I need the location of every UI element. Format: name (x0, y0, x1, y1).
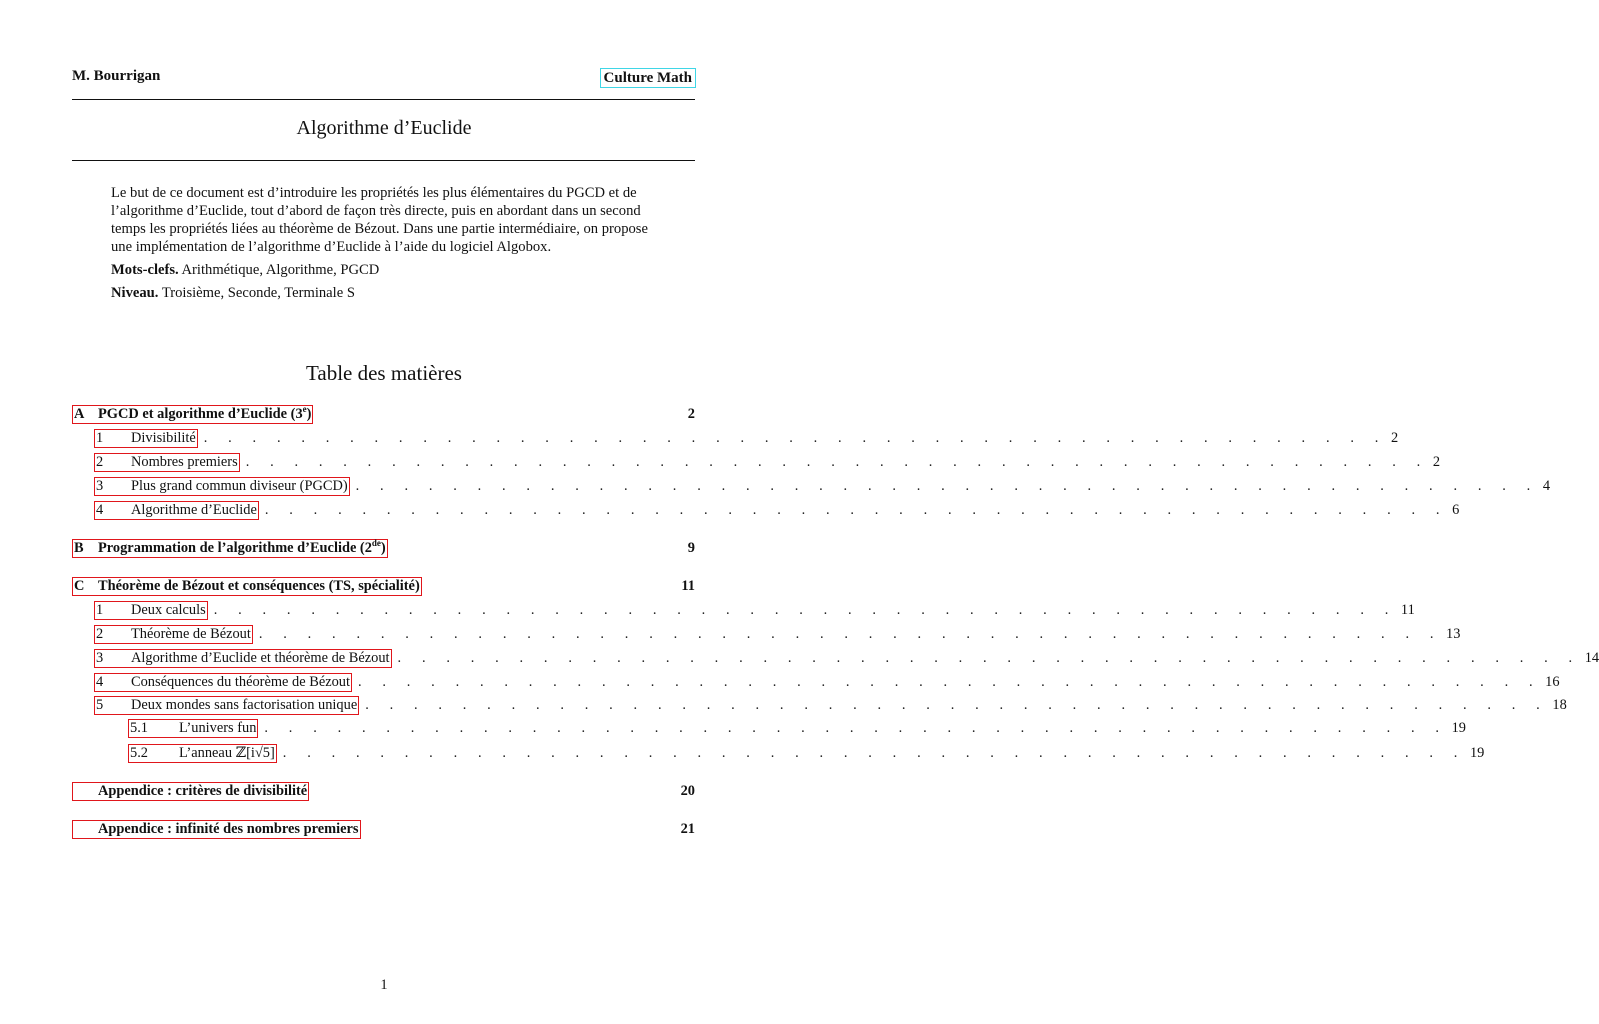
toc-section-c[interactable] (72, 576, 695, 596)
toc-label: Théorème de Bézout et conséquences (TS, spécialité) (98, 577, 420, 594)
toc-label: L’univers fun (179, 719, 257, 736)
toc-leader: . . . . . . . . . . . . . . . . . . . . . . . . . . . . . . . . . . . . . . . . . . . . . . . . . (397, 650, 1581, 666)
toc-label: PGCD et algorithme d’Euclide (3e) (98, 403, 312, 422)
toc-link[interactable] (72, 539, 388, 558)
toc-leader: . . . . . . . . . . . . . . . . . . . . . . . . . . . . . . . . . . . . . . . . . . . . . . . . . (203, 430, 1387, 446)
toc-leader: . . . . . . . . . . . . . . . . . . . . . . . . . . . . . . . . . . . . . . . . . . . . . . . . . (282, 745, 1466, 761)
toc-link[interactable] (94, 477, 350, 496)
toc-number: 2 (96, 453, 104, 470)
title-rule (72, 160, 695, 161)
toc-link[interactable] (72, 577, 422, 596)
keywords-value: Arithmétique, Algorithme, PGCD (181, 262, 380, 278)
header-author: M. Bourrigan (72, 68, 161, 84)
toc-page: 11 (681, 578, 695, 594)
toc-label: Plus grand commun diviseur (PGCD) (131, 477, 348, 494)
document-title: Algorithme d’Euclide (296, 117, 472, 139)
toc-page: 6 (1452, 502, 1460, 518)
toc-title: Table des matières (306, 361, 462, 385)
toc-page: 20 (680, 783, 695, 799)
toc-link[interactable] (72, 405, 313, 424)
level-value: Troisième, Seconde, Terminale S (161, 285, 355, 301)
toc-subsection[interactable] (72, 695, 1567, 715)
toc-label: Nombres premiers (131, 453, 238, 470)
toc-section-b[interactable] (72, 538, 695, 558)
toc-number: A (74, 405, 85, 422)
toc-link[interactable] (94, 453, 240, 472)
toc-label: Deux calculs (131, 601, 206, 618)
toc-page: 18 (1552, 697, 1567, 713)
toc-section-a[interactable] (72, 404, 695, 424)
page-number: 1 (380, 977, 388, 993)
toc-number (74, 783, 98, 800)
abstract-text: Le but de ce document est d’introduire les propriétés les plus élémentaires du PGCD et de l’algorithme d’Euclide, tout d’abord de façon très directe, puis en abordant dans un second temps les propriétés liées au théorème de Bézout. Dans une partie intermédiaire, on propose une implémentation de l’algorithme d’Euclide à l’aide du logiciel Algobox. (111, 185, 648, 255)
toc-number: C (74, 577, 85, 594)
toc-page: 4 (1542, 478, 1551, 494)
toc-page: 19 (1469, 745, 1485, 761)
toc-leader: . . . . . . . . . . . . . . . . . . . . . . . . . . . . . . . . . . . . . . . . . . . . . . . . . (264, 720, 1448, 736)
toc-leader: . . . . . . . . . . . . . . . . . . . . . . . . . . . . . . . . . . . . . . . . . . . . . . . . . (258, 626, 1443, 642)
toc-label: Algorithme d’Euclide et théorème de Bézout (131, 649, 390, 666)
toc-page: 21 (680, 821, 695, 837)
toc-leader: . . . . . . . . . . . . . . . . . . . . . . . . . . . . . . . . . . . . . . . . . . . . . . . . . (264, 502, 1449, 518)
toc-label: Appendice : infinité des nombres premiers (98, 820, 359, 837)
toc-subsection[interactable] (72, 500, 1460, 520)
toc-link[interactable] (94, 649, 392, 668)
toc-number: 3 (96, 649, 104, 666)
toc-subsection[interactable] (72, 600, 1415, 620)
toc-subsection[interactable] (72, 452, 1441, 472)
toc-link[interactable] (72, 820, 361, 839)
toc-number: 1 (96, 429, 104, 446)
toc-subsection[interactable] (72, 648, 1599, 668)
toc-number: 5 (96, 696, 104, 713)
toc-link[interactable] (94, 429, 198, 448)
keywords-label: Mots-clefs. (111, 262, 179, 278)
toc-page: 13 (1446, 626, 1461, 642)
toc-label: Deux mondes sans factorisation unique (131, 696, 358, 713)
toc-number: 1 (96, 601, 104, 618)
toc-subsection[interactable] (72, 428, 1399, 448)
top-rule (72, 99, 695, 100)
toc-link[interactable] (72, 782, 309, 801)
toc-link[interactable] (128, 719, 258, 738)
toc-subsection[interactable] (72, 624, 1461, 644)
toc-link[interactable] (94, 696, 359, 715)
abstract (111, 184, 659, 302)
toc-subsubsection[interactable] (72, 743, 1485, 763)
toc-page: 9 (687, 540, 695, 556)
toc-label: Algorithme d’Euclide (131, 501, 257, 518)
level-label: Niveau. (111, 285, 159, 301)
toc-number: 3 (96, 477, 104, 494)
toc-number: 4 (96, 501, 104, 518)
toc-leader: . . . . . . . . . . . . . . . . . . . . . . . . . . . . . . . . . . . . . . . . . . . . . . . . . (213, 602, 1397, 618)
toc-label: Conséquences du théorème de Bézout (131, 673, 350, 690)
toc-label: Programmation de l’algorithme d’Euclide (2de) (98, 537, 386, 556)
toc-link[interactable] (94, 673, 352, 692)
keywords-line (111, 261, 659, 279)
toc-page: 2 (1390, 430, 1399, 446)
toc-link[interactable] (128, 744, 277, 763)
toc-number: 5.2 (130, 744, 148, 761)
toc-leader: . . . . . . . . . . . . . . . . . . . . . . . . . . . . . . . . . . . . . . . . . . . . . . . . . (365, 697, 1549, 713)
toc-page: 11 (1400, 602, 1415, 618)
toc-link[interactable] (94, 501, 259, 520)
toc-number: 2 (96, 625, 104, 642)
toc-appendix[interactable] (72, 781, 695, 801)
toc-link[interactable] (94, 625, 253, 644)
toc-subsection[interactable] (72, 476, 1551, 496)
toc-leader: . . . . . . . . . . . . . . . . . . . . . . . . . . . . . . . . . . . . . . . . . . . . . . . . . (358, 674, 1542, 690)
toc-label: Divisibilité (131, 429, 196, 446)
toc-page: 14 (1584, 650, 1599, 666)
toc-page: 2 (687, 406, 695, 422)
level-line (111, 284, 659, 302)
toc-page: 19 (1451, 720, 1466, 736)
toc-page: 2 (1432, 454, 1441, 470)
toc-subsection[interactable] (72, 672, 1560, 692)
toc-number: 5.1 (130, 719, 148, 736)
header-site-link[interactable]: Culture Math (600, 68, 696, 88)
toc-label: Appendice : critères de divisibilité (98, 782, 308, 799)
toc-label: L’anneau ℤ[i√5] (179, 744, 275, 761)
toc-label: Théorème de Bézout (131, 625, 251, 642)
toc-page: 16 (1545, 674, 1560, 690)
toc-leader: . . . . . . . . . . . . . . . . . . . . . . . . . . . . . . . . . . . . . . . . . . . . . . . . . (245, 454, 1429, 470)
toc-number: B (74, 539, 84, 556)
toc-appendix[interactable] (72, 819, 695, 839)
toc-number: 4 (96, 673, 104, 690)
toc-link[interactable] (94, 601, 208, 620)
toc-leader: . . . . . . . . . . . . . . . . . . . . . . . . . . . . . . . . . . . . . . . . . . . . . . . . . (355, 478, 1539, 494)
toc-subsubsection[interactable] (72, 718, 1466, 738)
toc-number (74, 821, 98, 838)
